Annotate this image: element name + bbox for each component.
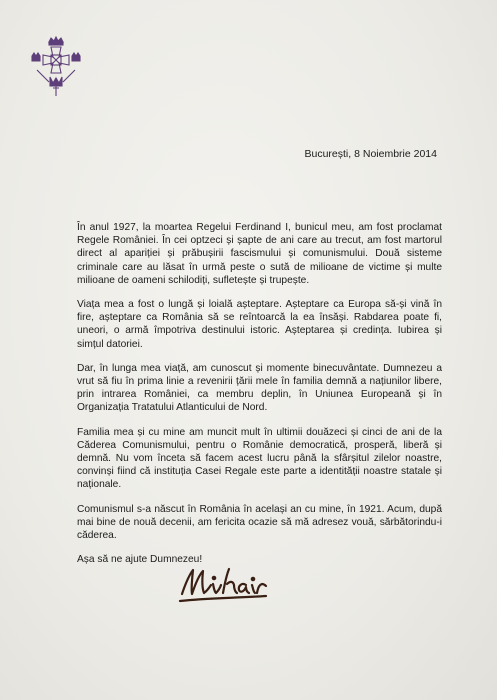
paragraph: În anul 1927, la moartea Regelui Ferdinand I, bunicul meu, am fost proclamat Regele României. În cei optzeci și șapte de ani care au trecut, am fost martorul direct al apariției și prăbușirii fascismului și comunismului. Două sisteme criminale care au lăsat în urmă peste o sută de milioane de victime și multe milioane de oameni schilodiți, sufletește și trupește. [77, 222, 442, 286]
paragraph: Comunismul s-a născut în România în același an cu mine, în 1921. Acum, după mai bine de nouă decenii, am fericita ocazie să mă adresez vouă, sărbătorindu-i căderea. [77, 503, 442, 542]
letter-date: București, 8 Noiembrie 2014 [304, 148, 437, 160]
letter-body [77, 221, 442, 577]
royal-cross-crest-icon [29, 36, 83, 98]
paragraph: Viața mea a fost o lungă și loială așteptare. Așteptare ca Europa să-și vină în fire, așteptare ca România să se reîntoarcă la ea însăși. Rabdarea poate fi, uneori, o armă împotriva destinului istoric. Așteptarea și credința. Iubirea și simțul datoriei. [77, 299, 442, 350]
paragraph: Familia mea și cu mine am muncit mult în ultimii douăzeci și cinci de ani de la Căderea Comunismului, pentru o Românie democratică, prosperă, liberă și demnă. Nu vom înceta să facem acest lucru până la sfârșitul zilelor noastre, convinși fiind că instituția Casei Regale este parte a identității noastre statale și naționale. [77, 426, 442, 491]
handwritten-signature [176, 560, 268, 606]
closing-line: Așa să ne ajute Dumnezeu! [77, 554, 203, 566]
paragraph: Dar, în lunga mea viață, am cunoscut și momente binecuvântate. Dumnezeu a vrut să fiu în prima linie a revenirii țării mele în familia demnă a națiunilor libere, prin intrarea României, ca membru deplin, în Uniunea Europeană și în Organizația Tratatului Atlanticului de Nord. [77, 362, 442, 414]
